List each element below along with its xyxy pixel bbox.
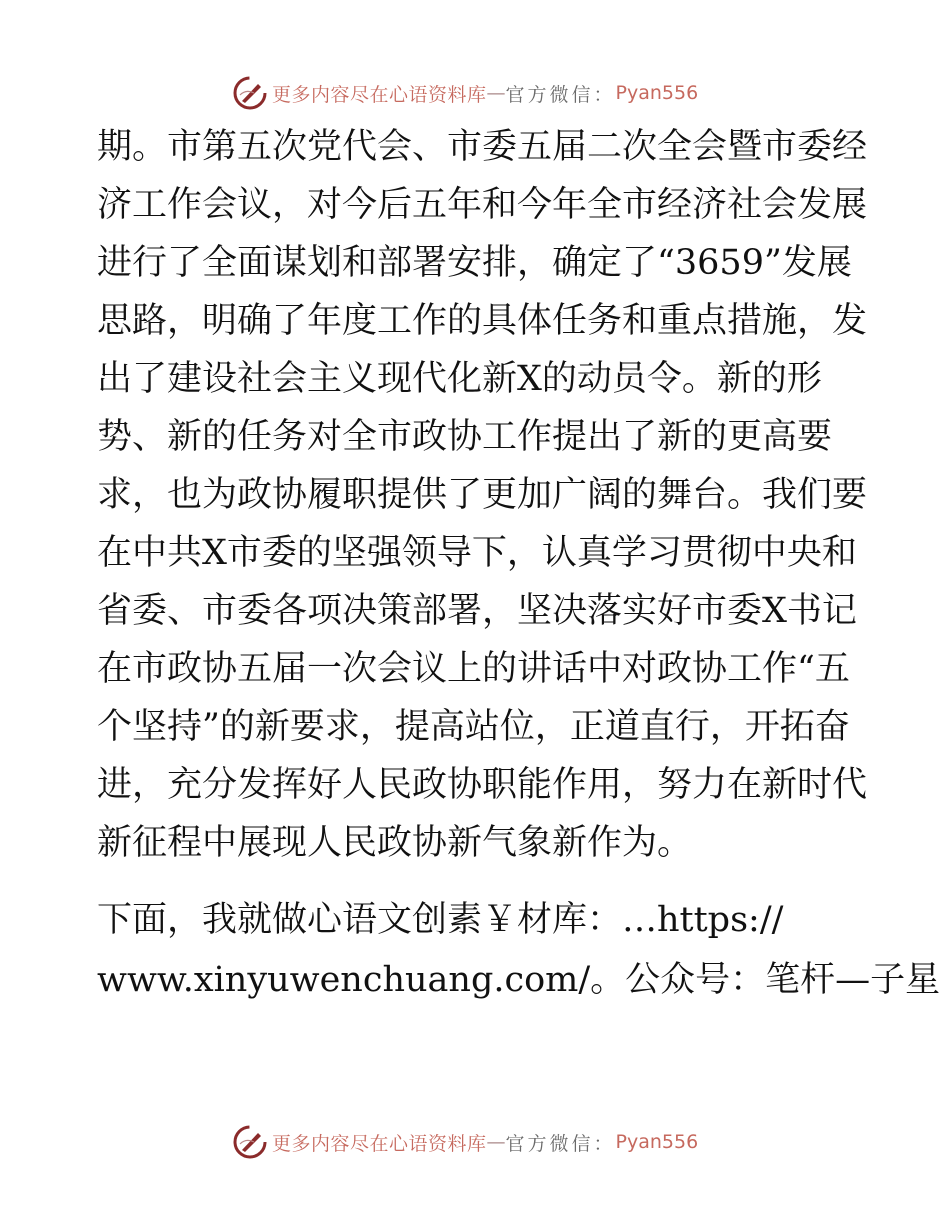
watermark-wechat-id: Pyan556 [615, 82, 699, 104]
text-line: 期。市第五次党代会、市委五届二次全会暨市委经 [97, 127, 868, 167]
quill-pen-logo-icon [232, 75, 268, 111]
text-line: 进行了全面谋划和部署安排，确定了“3659”发展 [97, 243, 852, 283]
text-line: 进，充分发挥好人民政协职能作用，努力在新时代 [97, 765, 868, 805]
watermark-label: 官方微信： [505, 1132, 616, 1155]
header-watermark [232, 73, 698, 113]
footer-watermark [232, 1122, 698, 1162]
text-line: 在中共X市委的坚强领导下，认真学习贯彻中央和 [97, 533, 857, 573]
watermark-label: 官方微信： [505, 83, 616, 106]
text-line: 下面，我就做心语文创素￥材库：…https:// [97, 900, 784, 940]
text-line: 个坚持”的新要求，提高站位，正道直行，开拓奋 [97, 707, 850, 747]
text-line: 省委、市委各项决策部署，坚决落实好市委X书记 [97, 591, 857, 631]
watermark-main-text: 更多内容尽在心语资料库 [272, 1132, 487, 1155]
watermark-dash: — [486, 1131, 506, 1153]
text-line: 势、新的任务对全市政协工作提出了新的更高要 [97, 417, 833, 457]
quill-pen-logo-icon [232, 1124, 268, 1160]
watermark-wechat-id: Pyan556 [615, 1131, 699, 1153]
text-line: 在市政协五届一次会议上的讲话中对政协工作“五 [97, 649, 850, 689]
text-line: 新征程中展现人民政协新气象新作为。 [97, 823, 693, 863]
text-line: 思路，明确了年度工作的具体任务和重点措施，发 [97, 301, 868, 341]
text-line: 济工作会议，对今后五年和今年全市经济社会发展 [97, 185, 868, 225]
watermark-main-text: 更多内容尽在心语资料库 [272, 83, 487, 106]
text-line: www.xinyuwenchuang.com/。公众号：笔杆—子星 [97, 960, 941, 1000]
text-line: 求，也为政协履职提供了更加广阔的舞台。我们要 [97, 475, 868, 515]
watermark-dash: — [486, 82, 506, 104]
text-line: 出了建设社会主义现代化新X的动员令。新的形 [97, 359, 822, 399]
